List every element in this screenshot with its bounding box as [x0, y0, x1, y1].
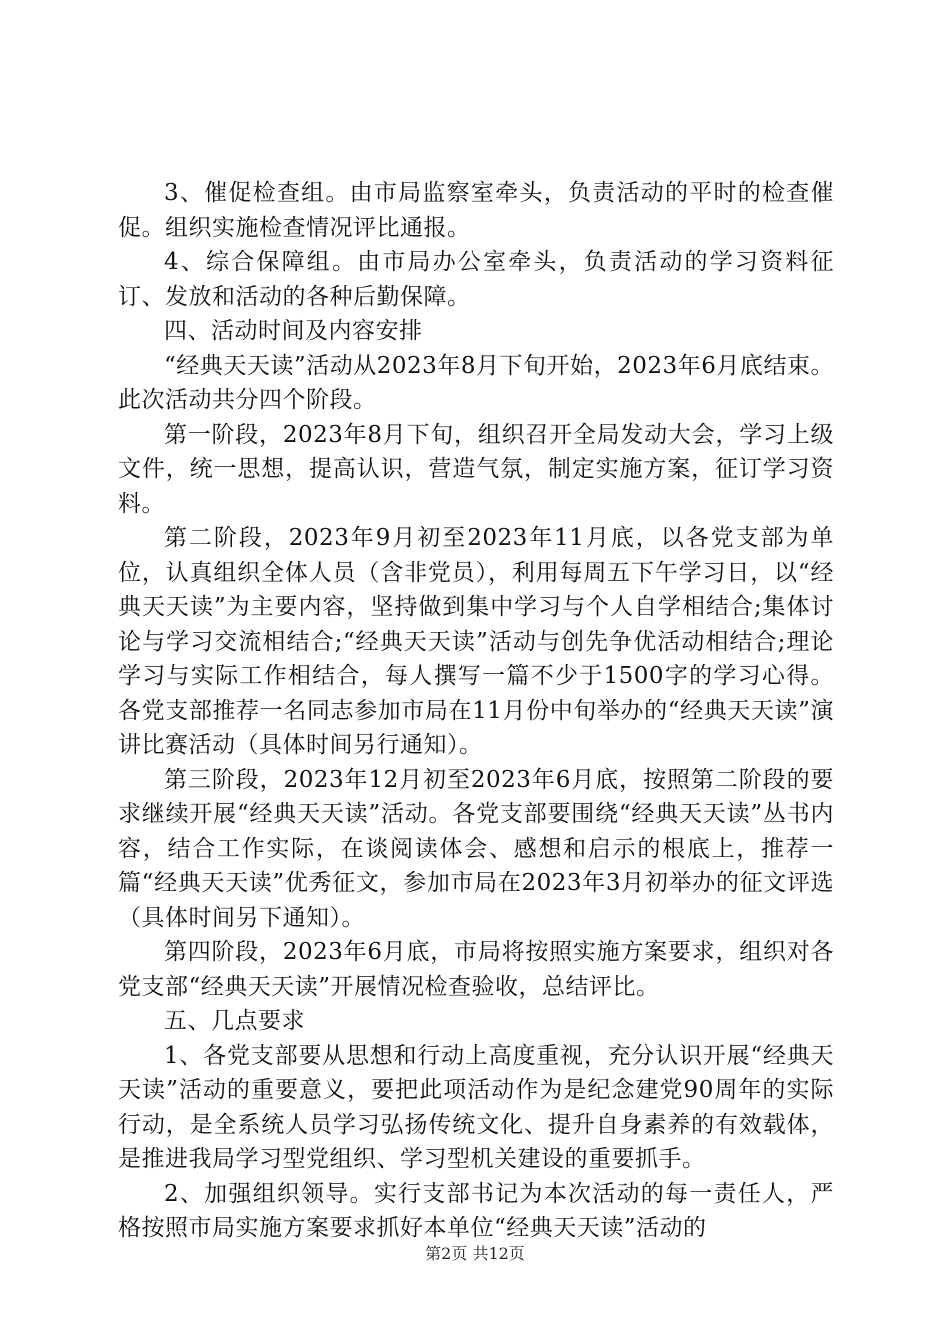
paragraph-4: 第一阶段，2023年8月下旬，组织召开全局发动大会，学习上级文件，统一思想，提高认识，营造气氛，制定实施方案，征订学习资料。 [118, 421, 834, 517]
paragraph-5: 第二阶段，2023年9月初至2023年11月底，以各党支部为单位，认真组织全体人员（含非党员），利用每周五下午学习日，以“经典天天读”为主要内容，坚持做到集中学习与个人自学相结合;集体讨论与学习交流相结合;“经典天天读”活动与创先争优活动相结合;理论学习与实际工作相结合，每人撰写一篇不少于1500字的学习心得。各党支部推荐一名同志参加市局在11月份中旬举办的“经典天天读”演讲比赛活动（具体时间另行通知）。 [118, 525, 834, 758]
section-heading-4: 四、活动时间及内容安排 [164, 318, 423, 344]
page-number-footer: 第2页 共12页 [425, 1244, 525, 1263]
paragraph-3: “经典天天读”活动从2023年8月下旬开始，2023年6月底结束。此次活动共分四个阶段。 [118, 352, 834, 413]
paragraph-7: 第四阶段，2023年6月底，市局将按照实施方案要求，组织对各党支部“经典天天读”开展情况检查验收，总结评比。 [118, 939, 834, 1000]
section-heading-5: 五、几点要求 [164, 1008, 305, 1034]
document-body [118, 176, 834, 1246]
paragraph-1: 3、催促检查组。由市局监察室牵头，负责活动的平时的检查催促。组织实施检查情况评比通报。 [118, 180, 834, 241]
paragraph-8: 1、各党支部要从思想和行动上高度重视，充分认识开展“经典天天读”活动的重要意义，要把此项活动作为是纪念建党90周年的实际行动，是全系统人员学习弘扬传统文化、提升自身素养的有效载体，是推进我局学习型党组织、学习型机关建设的重要抓手。 [118, 1042, 834, 1172]
paragraph-6: 第三阶段，2023年12月初至2023年6月底，按照第二阶段的要求继续开展“经典天天读”活动。各党支部要围绕“经典天天读”丛书内容，结合工作实际，在谈阅读体会、感想和启示的根底上，推荐一篇“经典天天读”优秀征文，参加市局在2023年3月初举办的征文评选（具体时间另下通知）。 [118, 766, 834, 931]
paragraph-2: 4、综合保障组。由市局办公室牵头，负责活动的学习资料征订、发放和活动的各种后勤保障。 [118, 249, 834, 310]
paragraph-9: 2、加强组织领导。实行支部书记为本次活动的每一责任人，严格按照市局实施方案要求抓好本单位“经典天天读”活动的 [118, 1180, 834, 1241]
